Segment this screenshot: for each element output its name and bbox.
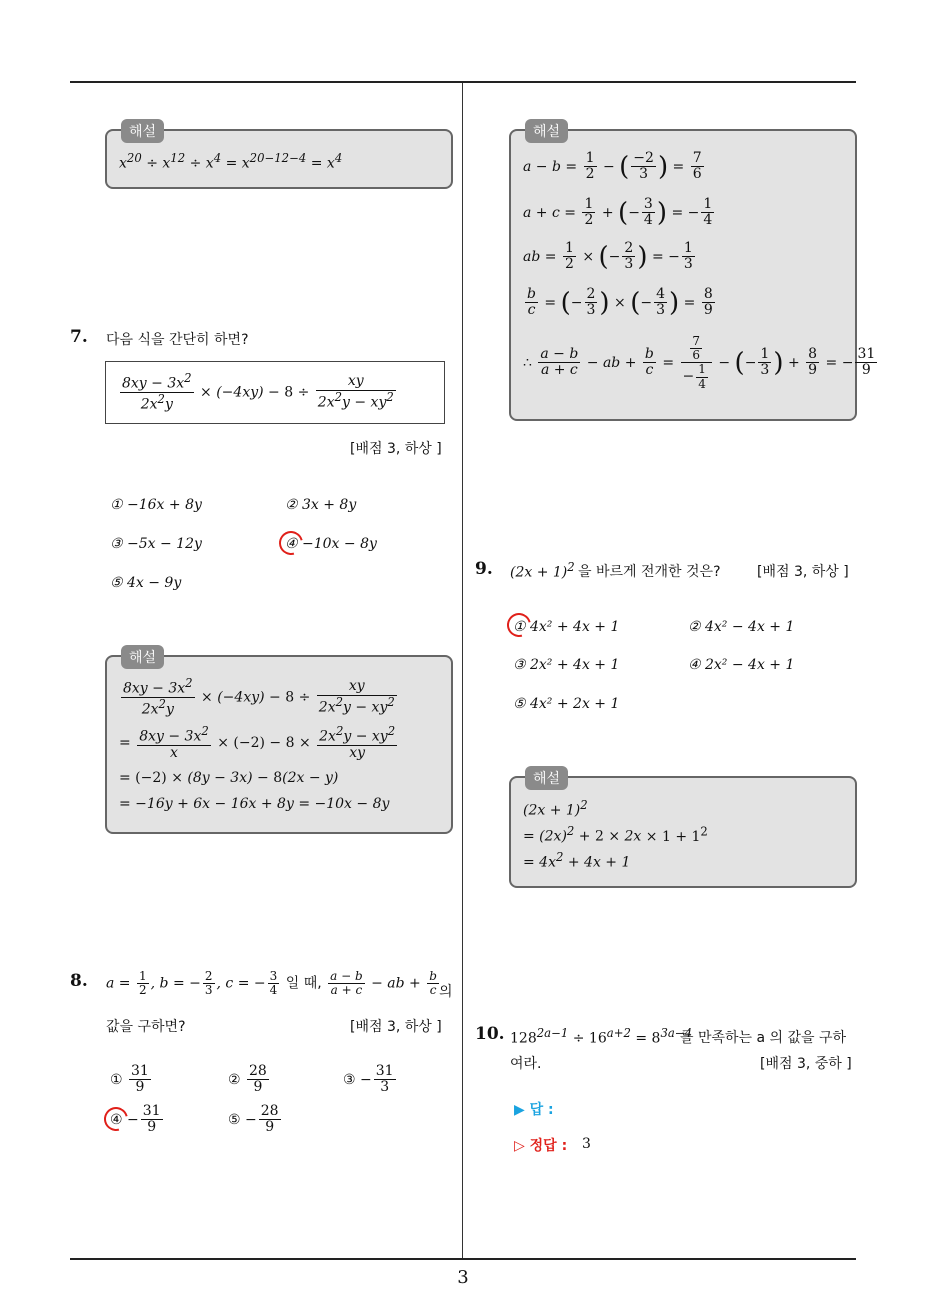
q8-condition: a = $\frac{1}{2}$ , b = − $\frac{2}{3}$ , c = − $\frac{3}{4}$ 일 때, $\frac{a - b}{a + c}$ − ab + $\frac{b}{c}$ <box>106 969 437 998</box>
q10-text: 를 만족하는 a 의 값을 구하 <box>680 1030 847 1046</box>
q8-option-4[interactable]: ④ − $\frac{31}{9}$ <box>110 1103 161 1136</box>
q6-solution-line: $x^{20} \div x^{12} \div x^4 = x^{20-12-4} = x^4$ <box>119 151 343 172</box>
q10-answer-label: ▶ 답 : <box>514 1102 554 1118</box>
q7-option-2[interactable]: ② 3x + 8y <box>285 497 357 513</box>
q9-sol-line-2: = $(2x)^2 + 2 \times 2x \times 1 + 1^2$ <box>523 824 708 845</box>
q9-option-1[interactable]: ① 4x² + 4x + 1 <box>513 619 620 635</box>
q9-number: 9. <box>475 559 493 579</box>
q9-option-4[interactable]: ④ 2x² − 4x + 1 <box>688 657 795 673</box>
q9-option-3[interactable]: ③ 2x² + 4x + 1 <box>513 657 620 673</box>
q7-option-4[interactable]: ④ −10x − 8y <box>285 536 377 552</box>
q7-option-1[interactable]: ① −16x + 8y <box>110 497 202 513</box>
q10-equation: $128^{2a-1} \div 16^{a+2} = 8^{3a-4}$ <box>510 1026 692 1047</box>
q8-option-5[interactable]: ⑤ − $\frac{28}{9}$ <box>228 1103 279 1136</box>
q8-option-1[interactable]: ① $\frac{31}{9}$ <box>110 1063 149 1096</box>
q10-text-line2: 여라. <box>510 1056 542 1072</box>
q8-sol-line-5: ∴ $\frac{a - b}{a + c}$ − ab + $\frac{b}{c}$ = $\frac{7}{6}$ − $\frac{1}{4}$ − (− $\frac{1}{3}$ ) + $\frac{8}{9}$ = − $\frac{31}{9}$ <box>523 334 876 391</box>
q10-score: [배점 3, 중하 ] <box>760 1056 852 1072</box>
q7-score: [배점 3, 하상 ] <box>350 441 442 457</box>
q6-solution-box <box>105 124 453 189</box>
bottom-rule <box>70 1258 856 1260</box>
column-divider <box>462 83 463 1258</box>
solution-tag: 해설 <box>525 119 568 143</box>
q8-text-line2: 값을 구하면? <box>106 1019 186 1035</box>
q7-formula: $\frac{8xy - 3x^2}{2x^2y}$ × (−4xy) − 8 ÷ $\frac{xy}{2x^2y - xy^2}$ <box>122 371 394 413</box>
q8-text-tail: 의 <box>439 984 453 1000</box>
q8-option-2[interactable]: ② $\frac{28}{9}$ <box>228 1063 267 1096</box>
q8-sol-line-3: ab = $\frac{1}{2}$ × (− $\frac{2}{3}$ ) = − $\frac{1}{3}$ <box>523 240 693 273</box>
q9-score: [배점 3, 하상 ] <box>757 564 849 580</box>
q9-text: 을 바르게 전개한 것은? <box>578 564 721 580</box>
q9-sol-line-3: = $4x^2 + 4x + 1$ <box>523 850 631 871</box>
q8-sol-line-1: a − b = $\frac{1}{2}$ − ( $\frac{-2}{3}$ ) = $\frac{7}{6}$ <box>523 150 702 183</box>
solution-tag: 해설 <box>525 766 568 790</box>
q7-sol-line-2: = $\frac{8xy - 3x^2}{x}$ × (−2) − 8 × $\frac{2x^2y - xy^2}{xy}$ <box>119 724 396 762</box>
page-number: 3 <box>457 1267 469 1288</box>
q9-answer-mark <box>503 609 536 642</box>
q7-option-3[interactable]: ③ −5x − 12y <box>110 536 202 552</box>
solution-tag: 해설 <box>121 645 164 669</box>
q9-solution-box <box>509 771 857 888</box>
q7-formula-box <box>105 361 445 424</box>
q7-sol-line-4: = −16y + 6x − 16x + 8y = −10x − 8y <box>119 796 390 812</box>
q8-sol-line-4: $\frac{b}{c}$ = (− $\frac{2}{3}$ ) × (− $\frac{4}{3}$ ) = $\frac{8}{9}$ <box>527 286 713 319</box>
q9-option-5[interactable]: ⑤ 4x² + 2x + 1 <box>513 696 620 712</box>
q8-option-3[interactable]: ③ − $\frac{31}{3}$ <box>343 1063 394 1096</box>
q7-solution-box <box>105 650 453 834</box>
q10-correct-value: 3 <box>582 1136 591 1152</box>
q7-answer-mark <box>275 527 308 560</box>
q7-text: 다음 식을 간단히 하면? <box>106 332 249 348</box>
q7-option-5[interactable]: ⑤ 4x − 9y <box>110 575 182 591</box>
q10-correct-label: ▷ 정답 : <box>514 1138 568 1154</box>
q10-number: 10. <box>475 1024 505 1044</box>
q7-sol-line-1: $\frac{8xy - 3x^2}{2x^2y}$ × (−4xy) − 8 ÷ $\frac{xy}{2x^2y - xy^2}$ <box>123 676 395 718</box>
q9-expression: $(2x + 1)^2$ <box>510 560 575 581</box>
top-rule <box>70 81 856 83</box>
q7-sol-line-3: = (−2) × (8y − 3x) − 8(2x − y) <box>119 770 339 786</box>
q7-number: 7. <box>70 327 88 347</box>
q8-score: [배점 3, 하상 ] <box>350 1019 442 1035</box>
q8-solution-box <box>509 124 876 421</box>
solution-tag: 해설 <box>121 119 164 143</box>
q9-sol-line-1: $(2x + 1)^2$ <box>523 798 588 819</box>
q8-sol-line-2: a + c = $\frac{1}{2}$ + (− $\frac{3}{4}$ ) = − $\frac{1}{4}$ <box>523 196 713 229</box>
q9-option-2[interactable]: ② 4x² − 4x + 1 <box>688 619 795 635</box>
q8-number: 8. <box>70 971 88 991</box>
